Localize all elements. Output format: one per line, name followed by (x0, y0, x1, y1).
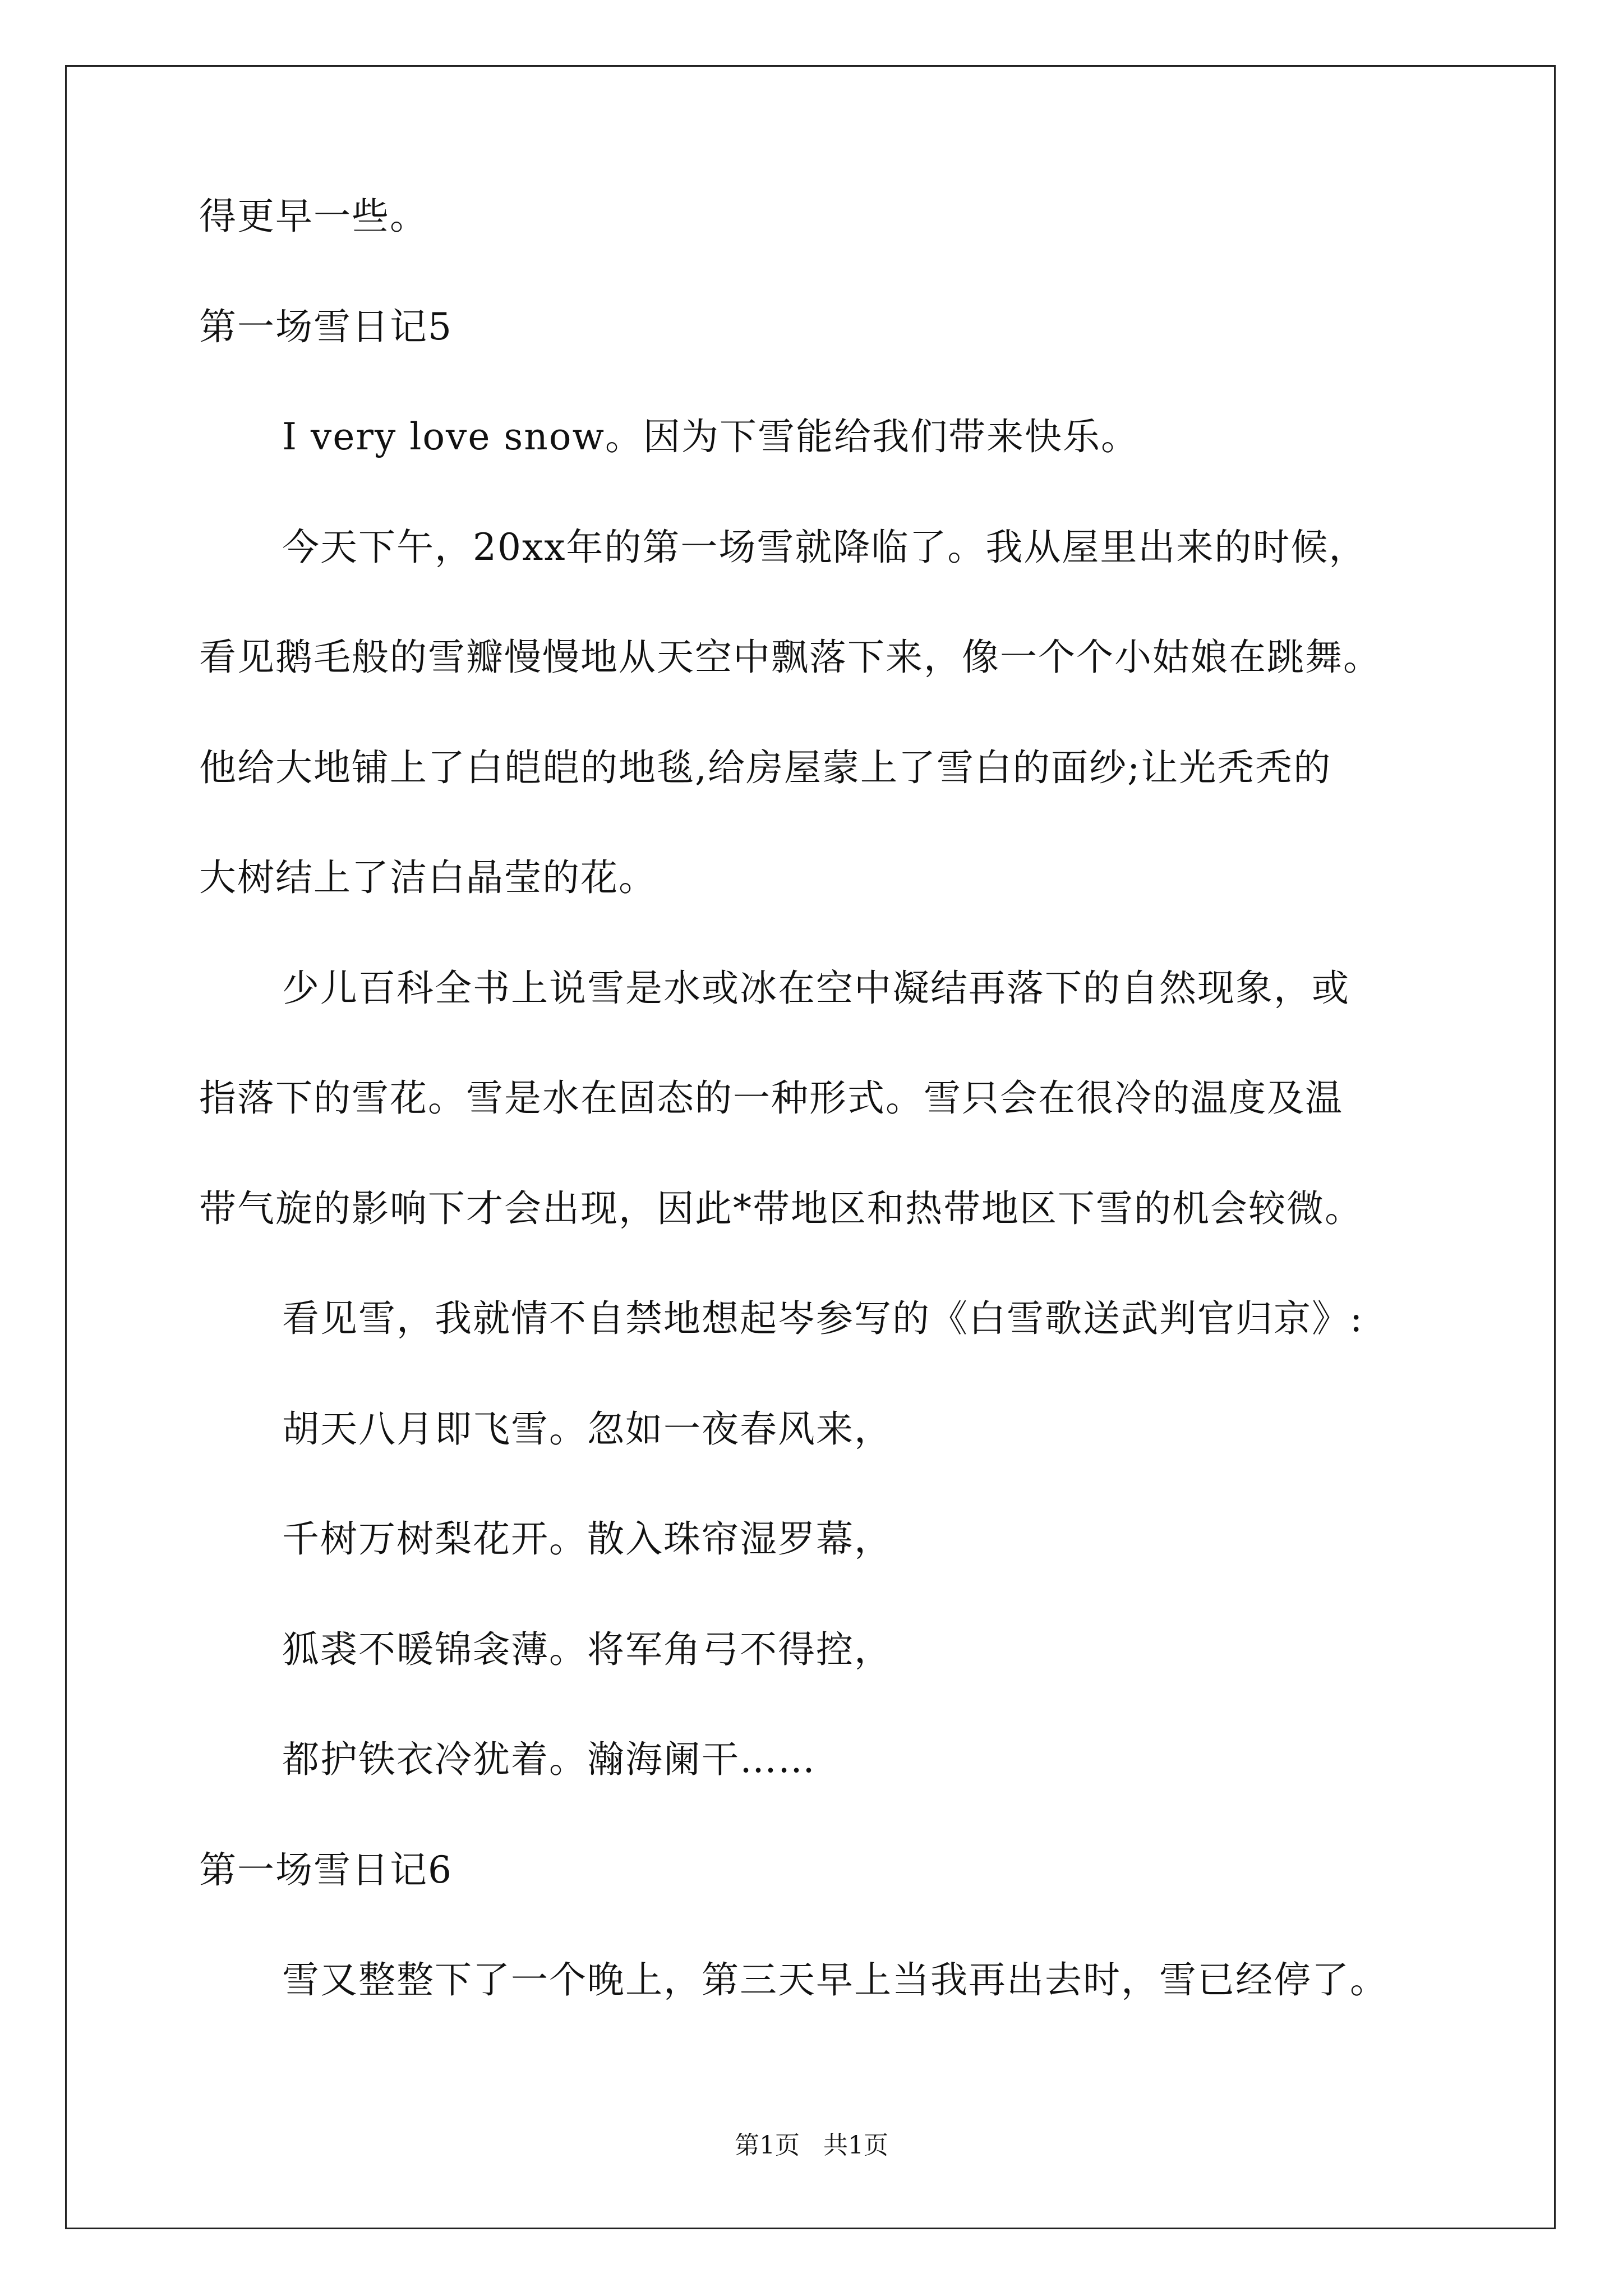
section-heading: 第一场雪日记6 (199, 1848, 453, 1892)
paragraph-line: 今天下午，20xx年的第一场雪就降临了。我从屋里出来的时候， (282, 525, 1367, 569)
paragraph-line: 看见雪，我就情不自禁地想起岑参写的《白雪歌送武判官归京》: (282, 1297, 1364, 1340)
page-number-footer: 第1页 共1页 (735, 2131, 888, 2160)
section-heading: 第一场雪日记5 (199, 305, 453, 348)
poem-line: 狐裘不暖锦衾薄。将军角弓不得控， (282, 1627, 892, 1671)
paragraph-line: I very love snow。因为下雪能给我们带来快乐。 (282, 415, 1139, 458)
text-line: 看见鹅毛般的雪瓣慢慢地从天空中飘落下来，像一个个小姑娘在跳舞。 (199, 636, 1381, 679)
poem-line: 都护铁衣冷犹着。瀚海阑干…… (282, 1738, 816, 1781)
paragraph-line: 雪又整整下了一个晚上，第三天早上当我再出去时，雪已经停了。 (282, 1958, 1388, 2001)
poem-line: 千树万树梨花开。散入珠帘湿罗幕， (282, 1517, 892, 1561)
text-line: 指落下的雪花。雪是水在固态的一种形式。雪只会在很冷的温度及温 (199, 1076, 1343, 1120)
text-line: 得更早一些。 (199, 195, 428, 238)
poem-line: 胡天八月即飞雪。忽如一夜春风来， (282, 1407, 892, 1451)
text-line: 带气旋的影响下才会出现，因此*带地区和热带地区下雪的机会较微。 (199, 1186, 1363, 1230)
paragraph-line: 少儿百科全书上说雪是水或冰在空中凝结再落下的自然现象，或 (282, 966, 1350, 1010)
text-line: 大树结上了洁白晶莹的花。 (199, 856, 657, 899)
document-body (199, 191, 1450, 2065)
text-line: 他给大地铺上了白皑皑的地毯,给房屋蒙上了雪白的面纱;让光秃秃的 (199, 746, 1332, 789)
